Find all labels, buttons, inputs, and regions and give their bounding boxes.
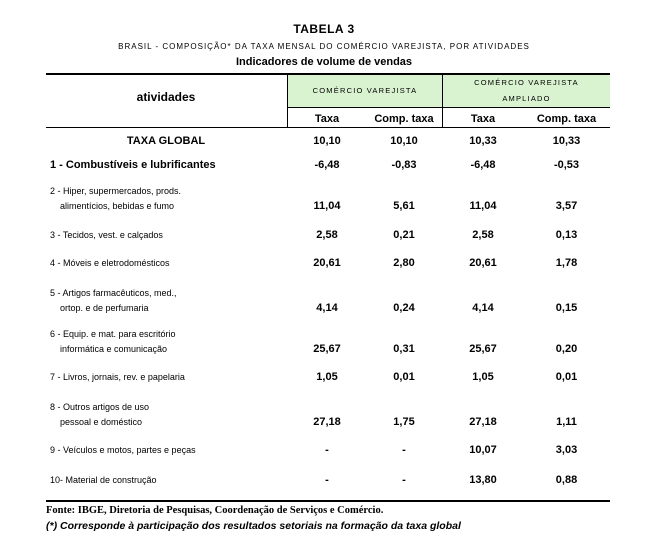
table-cell: 20,61	[469, 257, 497, 269]
table-cell: 27,18	[313, 416, 341, 428]
table-cell: -6,48	[314, 159, 340, 171]
group-header-extended-line1: COMÉRCIO VAREJISTA	[474, 78, 579, 87]
table-cell: 3,03	[555, 444, 578, 456]
table-cell: -0,83	[391, 159, 417, 171]
table-cell: 10,10	[390, 135, 418, 147]
table-cell: -0,53	[553, 159, 580, 171]
table-cell: 0,21	[393, 229, 415, 241]
table-cell: 10,33	[469, 135, 497, 147]
row-label: 2 - Hiper, supermercados, prods.	[50, 186, 182, 196]
table-cell: 1,78	[555, 257, 578, 269]
row-label: 1 - Combustíveis e lubrificantes	[50, 159, 216, 171]
rule-bottom	[46, 500, 610, 502]
column-header-comp-1: Comp. taxa	[374, 113, 434, 125]
rule-top	[46, 73, 610, 75]
rule-colhead	[46, 127, 610, 128]
row-label: 9 - Veículos e motos, partes e peças	[50, 445, 196, 455]
table-cell: 13,80	[469, 474, 497, 486]
table-cell: 1,05	[316, 371, 338, 383]
source-note: Fonte: IBGE, Diretoria de Pesquisas, Coordenação de Serviços e Comércio.	[46, 505, 384, 516]
table-cell: 3,57	[555, 200, 578, 212]
table-cell: 1,11	[556, 416, 577, 428]
group-header-extended-line2: AMPLIADO	[502, 94, 551, 103]
row-label: 8 - Outros artigos de uso	[50, 402, 150, 412]
activities-header: atividades	[136, 90, 196, 104]
table-cell: 0,13	[555, 229, 578, 241]
table-cell: 0,31	[393, 343, 415, 355]
table-cell: 2,58	[316, 229, 338, 241]
table-cell: 0,88	[555, 474, 578, 486]
table-cell: 20,61	[313, 257, 341, 269]
table-cell: -	[402, 474, 406, 486]
row-label: 3 - Tecidos, vest. e calçados	[50, 230, 163, 240]
table-cell: 0,01	[555, 371, 578, 383]
table-cell: 1,75	[393, 416, 415, 428]
row-label: alimentícios, bebidas e fumo	[50, 201, 175, 211]
row-label: 7 - Livros, jornais, rev. e papelaria	[50, 372, 185, 382]
table-cell: -	[325, 444, 329, 456]
table-cell: 11,04	[469, 200, 497, 212]
table-cell: -	[402, 444, 406, 456]
row-label: TAXA GLOBAL	[126, 135, 206, 147]
table-cell: 0,20	[555, 343, 578, 355]
table-subtitle: BRASIL - COMPOSIÇÃO* DA TAXA MENSAL DO COMÉRCIO VAREJISTA, POR ATIVIDADES	[118, 42, 530, 51]
table-cell: 25,67	[469, 343, 497, 355]
table-cell: 10,10	[313, 135, 341, 147]
table-cell: 1,05	[472, 371, 494, 383]
table-cell: 2,58	[472, 229, 494, 241]
table-cell: 27,18	[469, 416, 497, 428]
table-cell: -6,48	[470, 159, 496, 171]
row-label: 5 - Artigos farmacêuticos, med.,	[50, 288, 177, 298]
table-cell: 2,80	[393, 257, 415, 269]
table-cell: 4,14	[472, 302, 494, 314]
table-subheading: Indicadores de volume de vendas	[235, 56, 413, 68]
table-cell: 11,04	[313, 200, 341, 212]
table-cell: 10,07	[469, 444, 497, 456]
table-cell: 0,01	[393, 371, 415, 383]
row-label: 10- Material de construção	[50, 475, 157, 485]
table-cell: -	[325, 474, 329, 486]
row-label: pessoal e doméstico	[50, 417, 143, 427]
row-label: ortop. e de perfumaria	[50, 303, 149, 313]
row-label: 4 - Móveis e eletrodomésticos	[50, 258, 170, 268]
table-cell: 25,67	[313, 343, 341, 355]
table-cell: 5,61	[393, 200, 415, 212]
row-label: 6 - Equip. e mat. para escritório	[50, 329, 176, 339]
group-header-retail: COMÉRCIO VAREJISTA	[312, 86, 418, 95]
table-cell: 0,24	[393, 302, 415, 314]
table-cell: 4,14	[316, 302, 338, 314]
table-cell: 0,15	[555, 302, 578, 314]
footnote: (*) Corresponde à participação dos resultados setoriais na formação da taxa global	[46, 520, 461, 532]
column-header-rate-1: Taxa	[314, 113, 340, 125]
table-cell: 10,33	[552, 135, 581, 147]
column-header-comp-2: Comp. taxa	[536, 113, 597, 125]
row-label: informática e comunicação	[50, 344, 168, 354]
rule-group	[288, 107, 610, 108]
column-header-rate-2: Taxa	[470, 113, 496, 125]
table-title: TABELA 3	[293, 22, 355, 36]
